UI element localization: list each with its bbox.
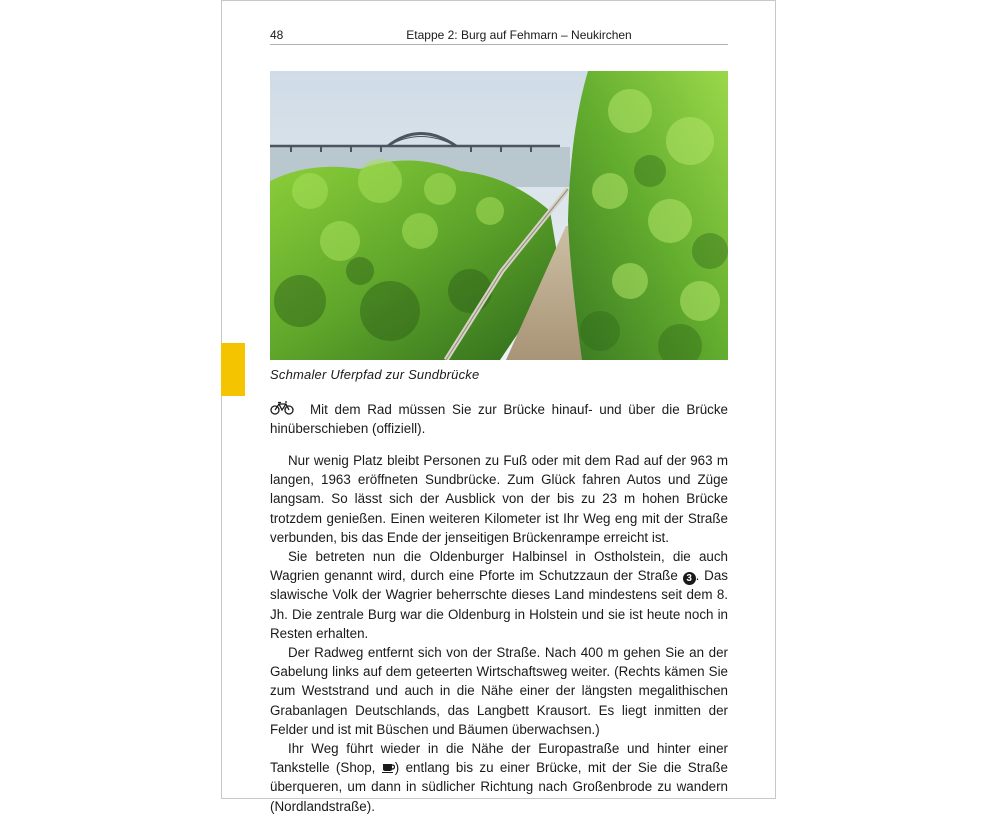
coffee-cup-icon [382, 762, 395, 773]
bike-note-text: Mit dem Rad müssen Sie zur Brücke hinauf- und über die Brücke hinüberschieben (offiziell). [270, 402, 728, 436]
bicycle-icon [270, 401, 294, 415]
paragraph-2-text-b: . Das slawische Volk der Wagrier beherrschte dieses Land mindestens seit dem 8. Jh. Die zentrale Burg war die Oldenburg in Holstein und sie ist heute noch in Resten erhalten. [270, 568, 728, 641]
page-number: 48 [270, 28, 284, 42]
running-header [270, 28, 728, 45]
running-title: Etappe 2: Burg auf Fehmarn – Neukirchen [406, 28, 632, 42]
paragraph-2-text-a: Sie betreten nun die Oldenburger Halbinsel in Ostholstein, die auch Wagrien genannt wird, durch eine Pforte im Schutzzaun der Straße [270, 549, 728, 584]
photo-coastal-path [270, 71, 728, 360]
paragraph-2 [270, 547, 728, 643]
paragraph-3: Der Radweg entfernt sich von der Straße. Nach 400 m gehen Sie an der Gabelung links auf dem geteerten Wirtschaftsweg weiter. (Rechts kämen Sie zum Weststrand und auch in die Nähe einer der längsten megalithischen Grabanlagen Deutschlands, das Langbett Krausort. Es liegt inmitten der Felder und ist mit Büschen und Bäumen überwachsen.) [270, 645, 728, 737]
chapter-thumb-tab [221, 343, 245, 396]
body-text [270, 451, 728, 816]
bike-note [270, 400, 728, 438]
paragraph-1: Nur wenig Platz bleibt Personen zu Fuß oder mit dem Rad auf der 963 m langen, 1963 eröffneten Sundbrücke. Zum Glück fahren Autos und Züge langsam. So lässt sich der Ausblick von der bis zu 23 m hohen Brücke trotzdem genießen. Einen weiteren Kilometer ist Ihr Weg eng mit der Straße verbunden, bis das Ende der jenseitigen Brückenrampe erreicht ist. [270, 453, 728, 545]
paragraph-4 [270, 739, 728, 816]
photo-caption: Schmaler Uferpfad zur Sundbrücke [270, 367, 480, 382]
paragraph-4-text-a: Ihr Weg führt wieder in die Nähe der Europastraße und hinter einer Tankstelle (Shop, [270, 741, 728, 776]
paragraph-4-text-b: ) entlang bis zu einer Brücke, mit der Sie die Straße überqueren, um dann in südlicher Richtung nach Großenbrode zu wandern (Nordlandstraße). [270, 760, 728, 814]
route-marker-3: 3 [683, 572, 696, 585]
